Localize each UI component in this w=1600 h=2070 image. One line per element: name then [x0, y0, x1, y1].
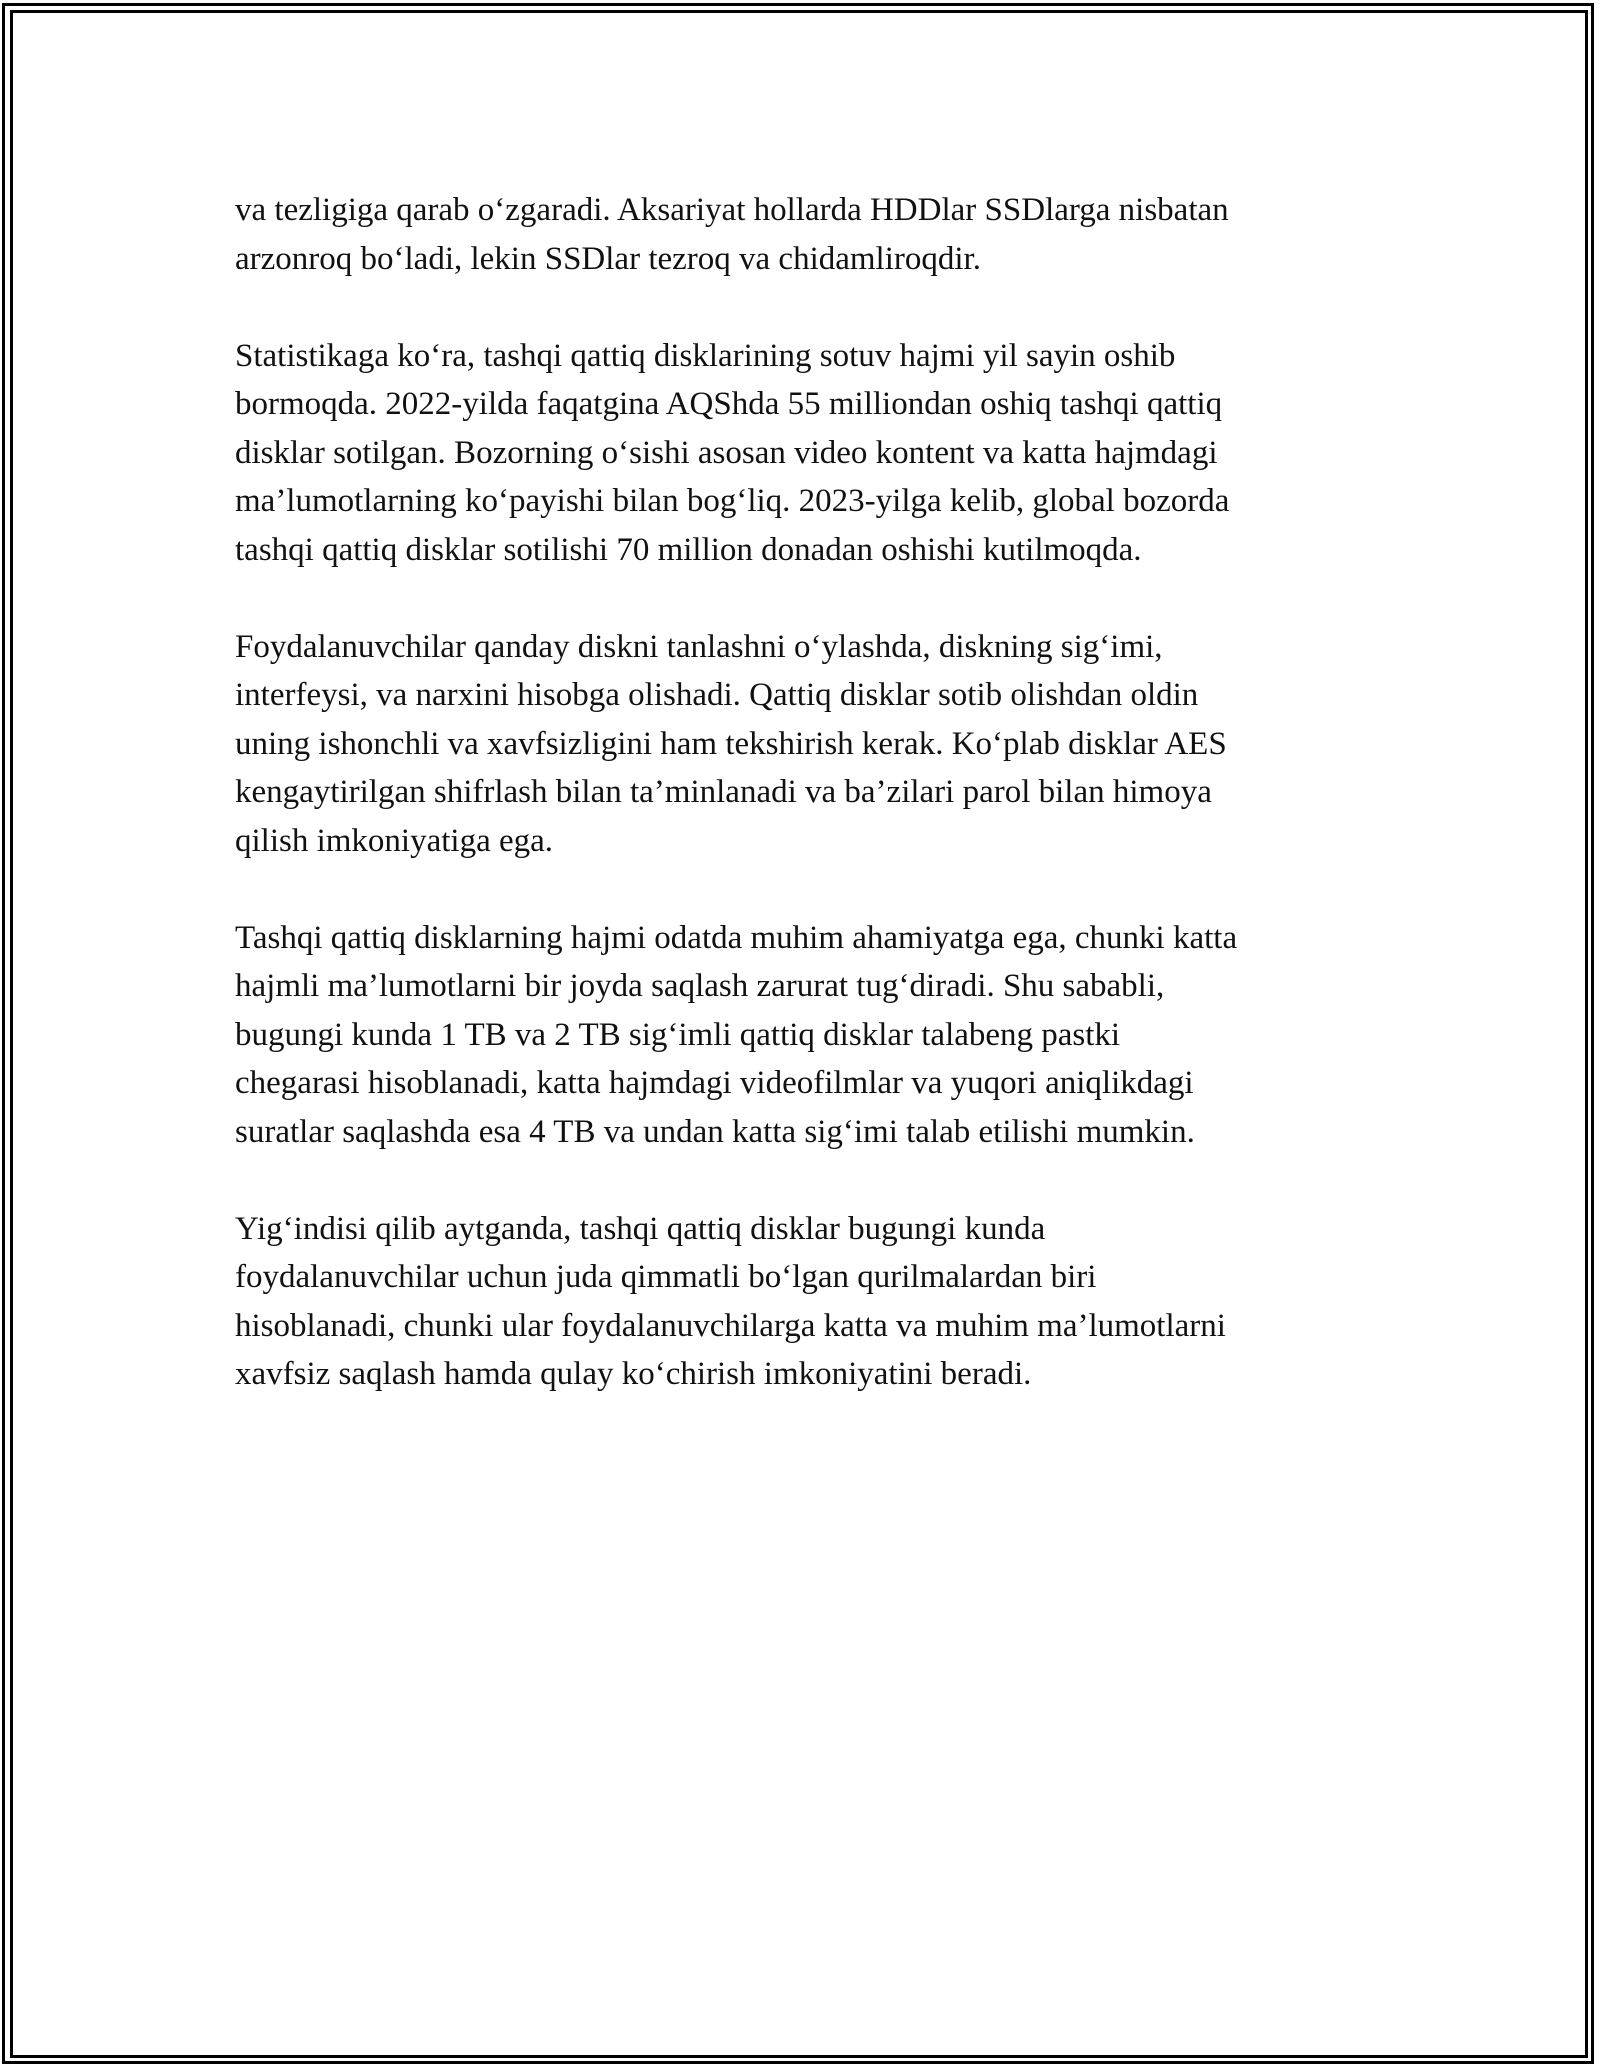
- text-line: Tashqi qattiq disklarning hajmi odatda muhim ahamiyatga ega, chunki katta: [235, 919, 1238, 956]
- text-line: foydalanuvchilar uchun juda qimmatli bo‘lgan qurilmalardan biri: [235, 1259, 1097, 1295]
- document-body: [235, 186, 1375, 1447]
- text-line: va tezligiga qarab o‘zgaradi. Aksariyat hollarda HDDlar SSDlarga nisbatan: [235, 192, 1229, 228]
- text-line: chegarasi hisoblanadi, katta hajmdagi videofilmlar va yuqori aniqlikdagi: [235, 1065, 1194, 1101]
- paragraph-1: [235, 186, 1375, 283]
- text-line: kengaytirilgan shifrlash bilan ta’minlanadi va ba’zilari parol bilan himoya: [235, 774, 1212, 810]
- text-line: Foydalanuvchilar qanday diskni tanlashni o‘ylashda, diskning sig‘imi,: [235, 628, 1163, 665]
- text-line: interfeysi, va narxini hisobga olishadi. Qattiq disklar sotib olishdan oldin: [235, 677, 1199, 713]
- paragraph-5: [235, 1205, 1375, 1399]
- paragraph-2: [235, 332, 1375, 575]
- text-line: hajmli ma’lumotlarni bir joyda saqlash zarurat tug‘diradi. Shu sababli,: [235, 968, 1165, 1004]
- text-line: xavfsiz saqlash hamda qulay ko‘chirish imkoniyatini beradi.: [235, 1356, 1032, 1392]
- text-line: arzonroq bo‘ladi, lekin SSDlar tezroq va chidamliroqdir.: [235, 240, 981, 277]
- text-line: qilish imkoniyatiga ega.: [235, 822, 554, 859]
- text-line: suratlar saqlashda esa 4 TB va undan katta sig‘imi talab etilishi mumkin.: [235, 1113, 1195, 1150]
- text-line: hisoblanadi, chunki ular foydalanuvchilarga katta va muhim ma’lumotlarni: [235, 1307, 1226, 1344]
- text-line: Statistikaga ko‘ra, tashqi qattiq disklarining sotuv hajmi yil sayin oshib: [235, 337, 1176, 374]
- paragraph-4: [235, 914, 1375, 1157]
- text-line: uning ishonchli va xavfsizligini ham tekshirish kerak. Ko‘plab disklar AES: [235, 725, 1227, 762]
- text-line: bugungi kunda 1 TB va 2 TB sig‘imli qattiq disklar talabeng pastki: [235, 1016, 1121, 1053]
- text-line: tashqi qattiq disklar sotilishi 70 million donadan oshishi kutilmoqda.: [235, 531, 1142, 568]
- text-line: disklar sotilgan. Bozorning o‘sishi asosan video kontent va katta hajmdagi: [235, 434, 1218, 471]
- paragraph-3: [235, 623, 1375, 866]
- text-line: Yig‘indisi qilib aytganda, tashqi qattiq disklar bugungi kunda: [235, 1210, 1046, 1247]
- text-line: bormoqda. 2022-yilda faqatgina AQShda 55 milliondan oshiq tashqi qattiq: [235, 386, 1223, 422]
- text-line: ma’lumotlarning ko‘payishi bilan bog‘liq. 2023-yilga kelib, global bozorda: [235, 483, 1230, 519]
